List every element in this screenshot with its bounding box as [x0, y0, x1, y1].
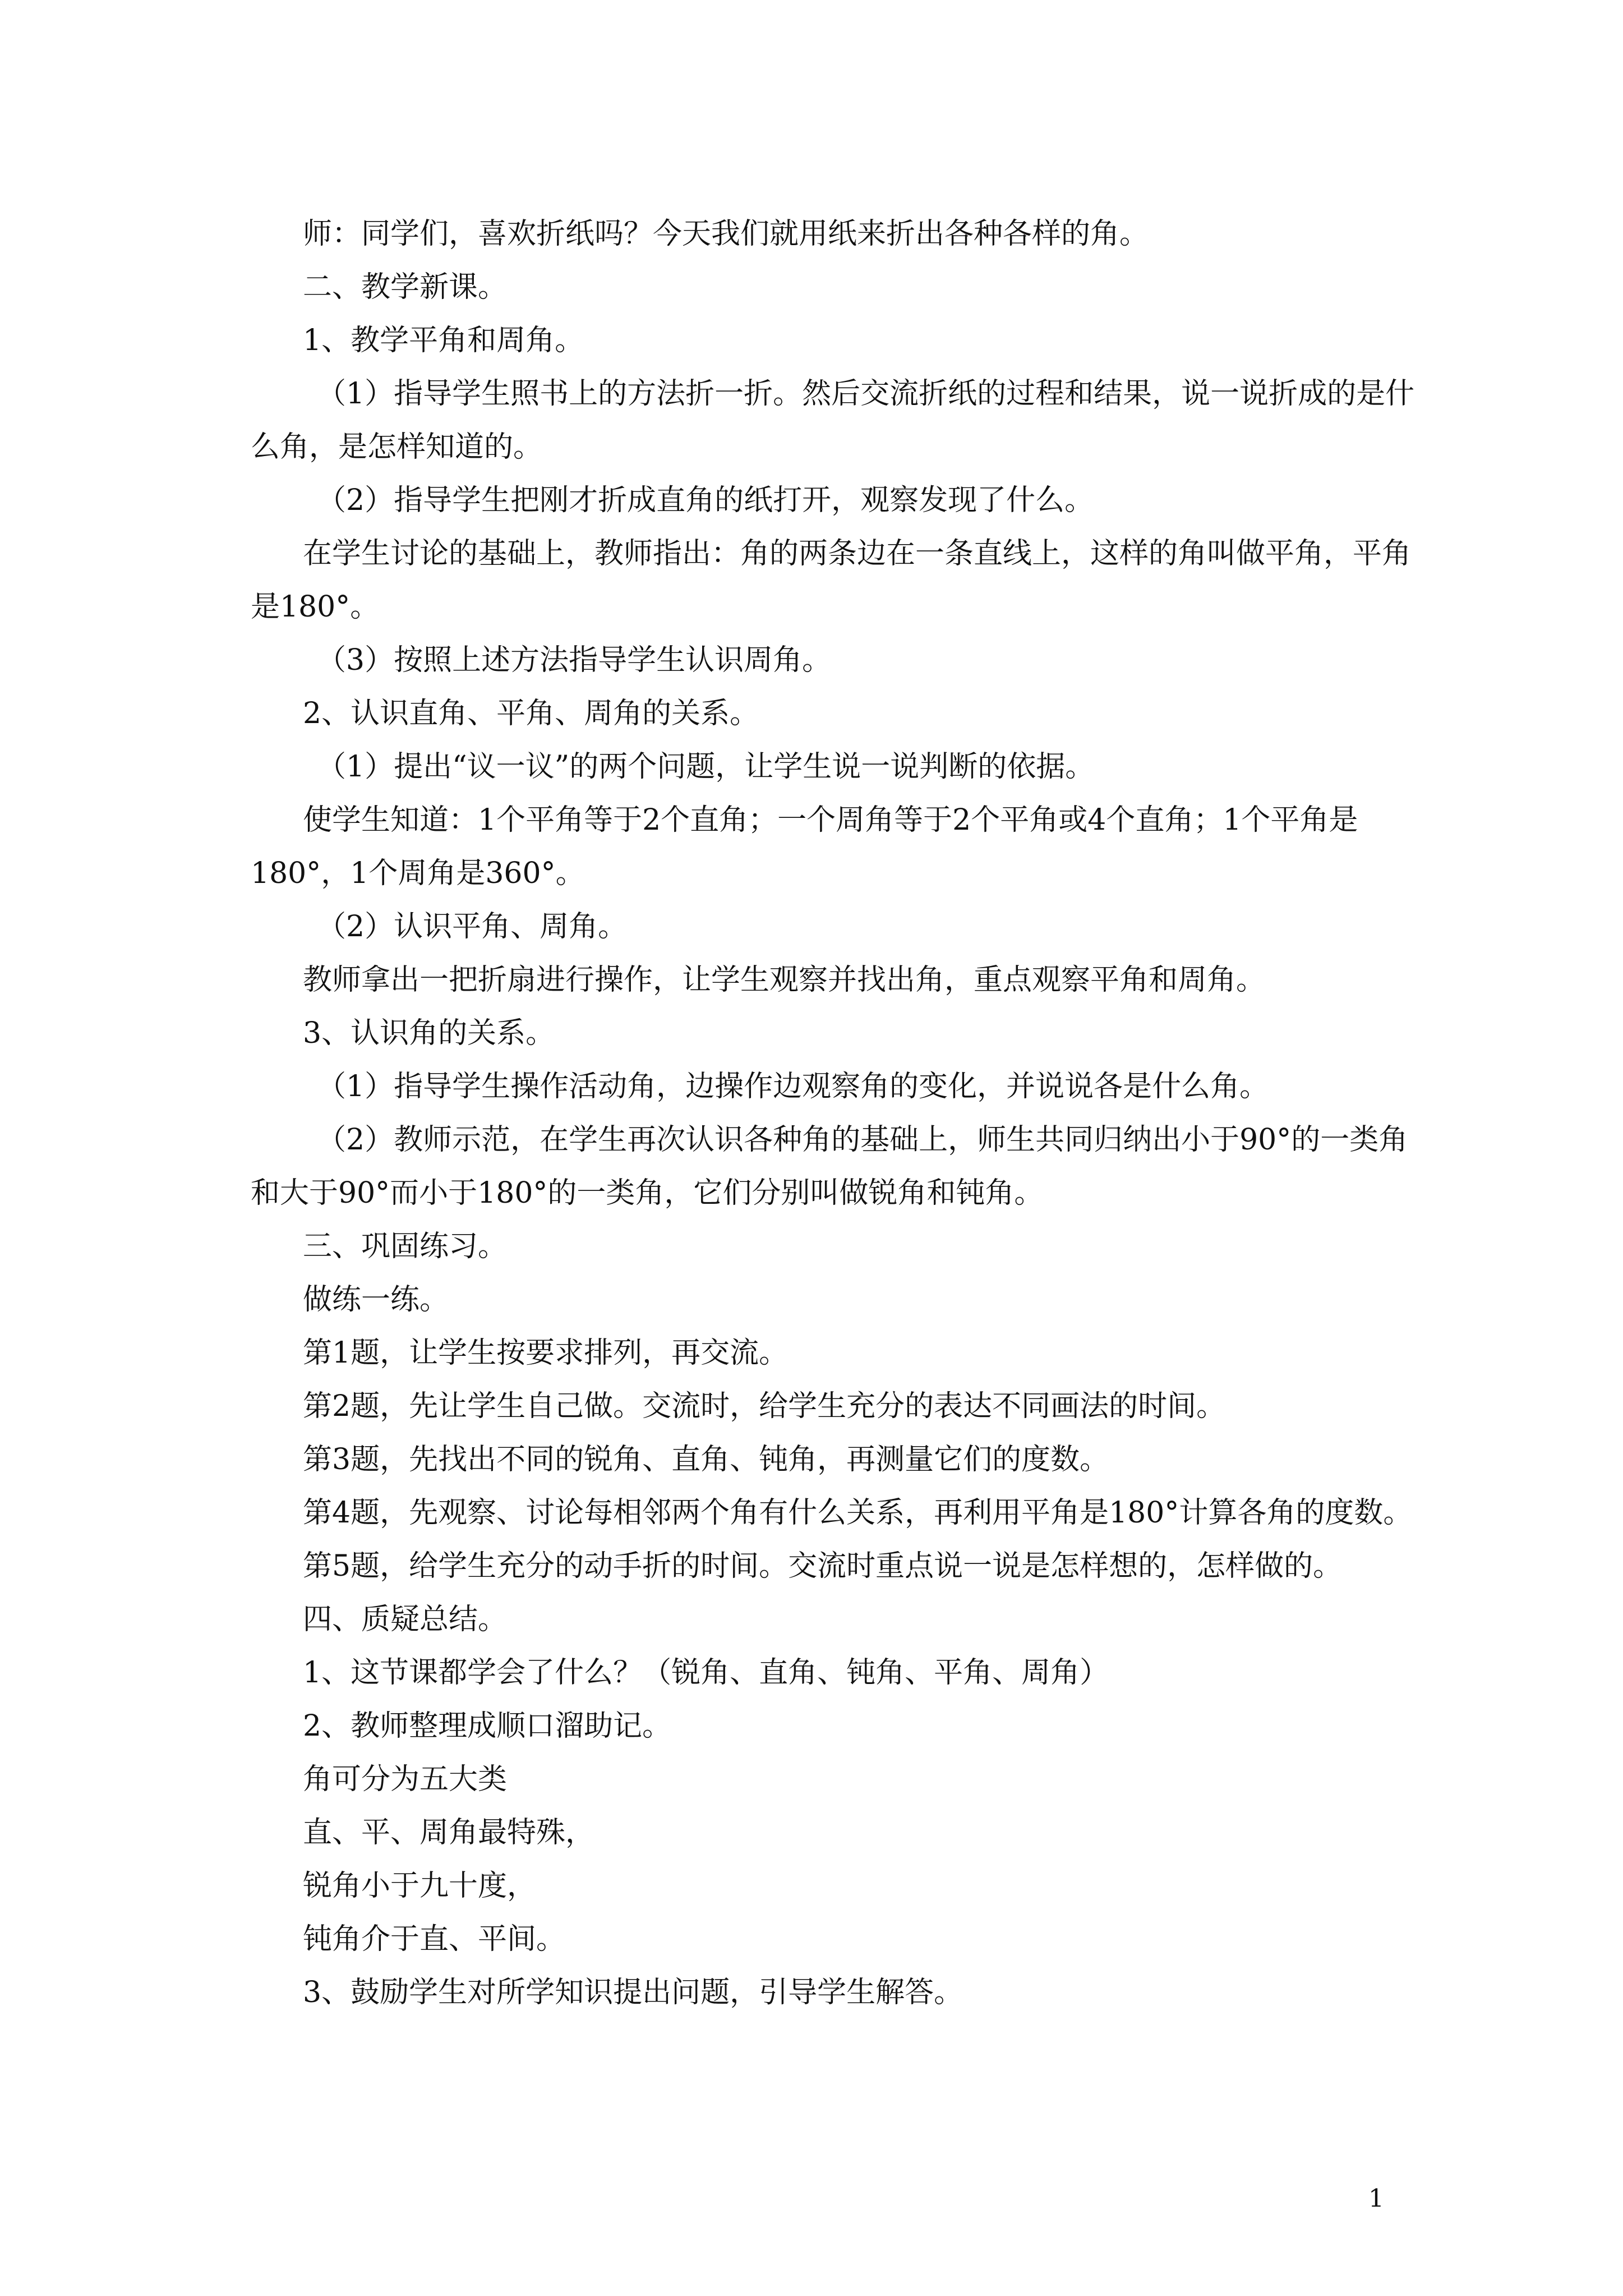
text-line: 直、平、周角最特殊， [303, 1816, 595, 1849]
text-line: 师：同学们，喜欢折纸吗？今天我们就用纸来折出各种各样的角。 [303, 217, 1149, 251]
text-line: 1、教学平角和周角。 [303, 324, 584, 357]
text-line: 做练一练。 [303, 1283, 449, 1317]
text-line: 三、巩固练习。 [303, 1230, 508, 1263]
text-line: 锐角小于九十度， [303, 1869, 537, 1903]
text-line: 角可分为五大类 [303, 1763, 508, 1796]
text-line: （1）指导学生操作活动角，边操作边观察角的变化，并说说各是什么角。 [317, 1070, 1269, 1103]
text-line: （2）认识平角、周角。 [317, 910, 628, 944]
text-line: 教师拿出一把折扇进行操作，让学生观察并找出角，重点观察平角和周角。 [303, 963, 1266, 997]
text-line: 第2题，先让学生自己做。交流时，给学生充分的表达不同画法的时间。 [303, 1389, 1226, 1423]
text-line: 二、教学新课。 [303, 270, 508, 304]
text-line: （2）教师示范，在学生再次认识各种角的基础上，师生共同归纳出小于90°的一类角 [317, 1123, 1408, 1157]
text-line: （1）提出“议一议”的两个问题，让学生说一说判断的依据。 [317, 750, 1095, 784]
text-line: 第4题，先观察、讨论每相邻两个角有什么关系，再利用平角是180°计算各角的度数。 [303, 1496, 1413, 1530]
text-line: （1）指导学生照书上的方法折一折。然后交流折纸的过程和结果，说一说折成的是什 [317, 377, 1415, 411]
text-line: 四、质疑总结。 [303, 1603, 508, 1636]
text-line: 2、教师整理成顺口溜助记。 [303, 1709, 672, 1743]
text-line: 么角，是怎样知道的。 [251, 430, 543, 464]
page-number: 1 [1368, 2184, 1384, 2213]
text-line: 1、这节课都学会了什么？（锐角、直角、钝角、平角、周角） [303, 1656, 1109, 1690]
text-line: 使学生知道：1个平角等于2个直角；一个周角等于2个平角或4个直角；1个平角是 [303, 803, 1358, 837]
text-line: （2）指导学生把刚才折成直角的纸打开，观察发现了什么。 [317, 484, 1094, 517]
document-body [251, 208, 1415, 2019]
text-line: 和大于90°而小于180°的一类角，它们分别叫做锐角和钝角。 [251, 1176, 1044, 1210]
text-line: 3、认识角的关系。 [303, 1016, 555, 1050]
text-line: 第5题，给学生充分的动手折的时间。交流时重点说一说是怎样想的，怎样做的。 [303, 1549, 1343, 1583]
text-line: 180°，1个周角是360°。 [251, 857, 585, 890]
text-line: 第3题，先找出不同的锐角、直角、钝角，再测量它们的度数。 [303, 1443, 1109, 1476]
text-line: 钝角介于直、平间。 [303, 1922, 566, 1956]
text-line: （3）按照上述方法指导学生认识周角。 [317, 643, 832, 677]
text-line: 第1题，让学生按要求排列，再交流。 [303, 1336, 789, 1370]
text-line: 2、认识直角、平角、周角的关系。 [303, 697, 759, 730]
text-line: 在学生讨论的基础上，教师指出：角的两条边在一条直线上，这样的角叫做平角，平角 [303, 537, 1412, 570]
text-line: 是180°。 [251, 590, 380, 624]
text-line: 3、鼓励学生对所学知识提出问题，引导学生解答。 [303, 1976, 963, 2009]
